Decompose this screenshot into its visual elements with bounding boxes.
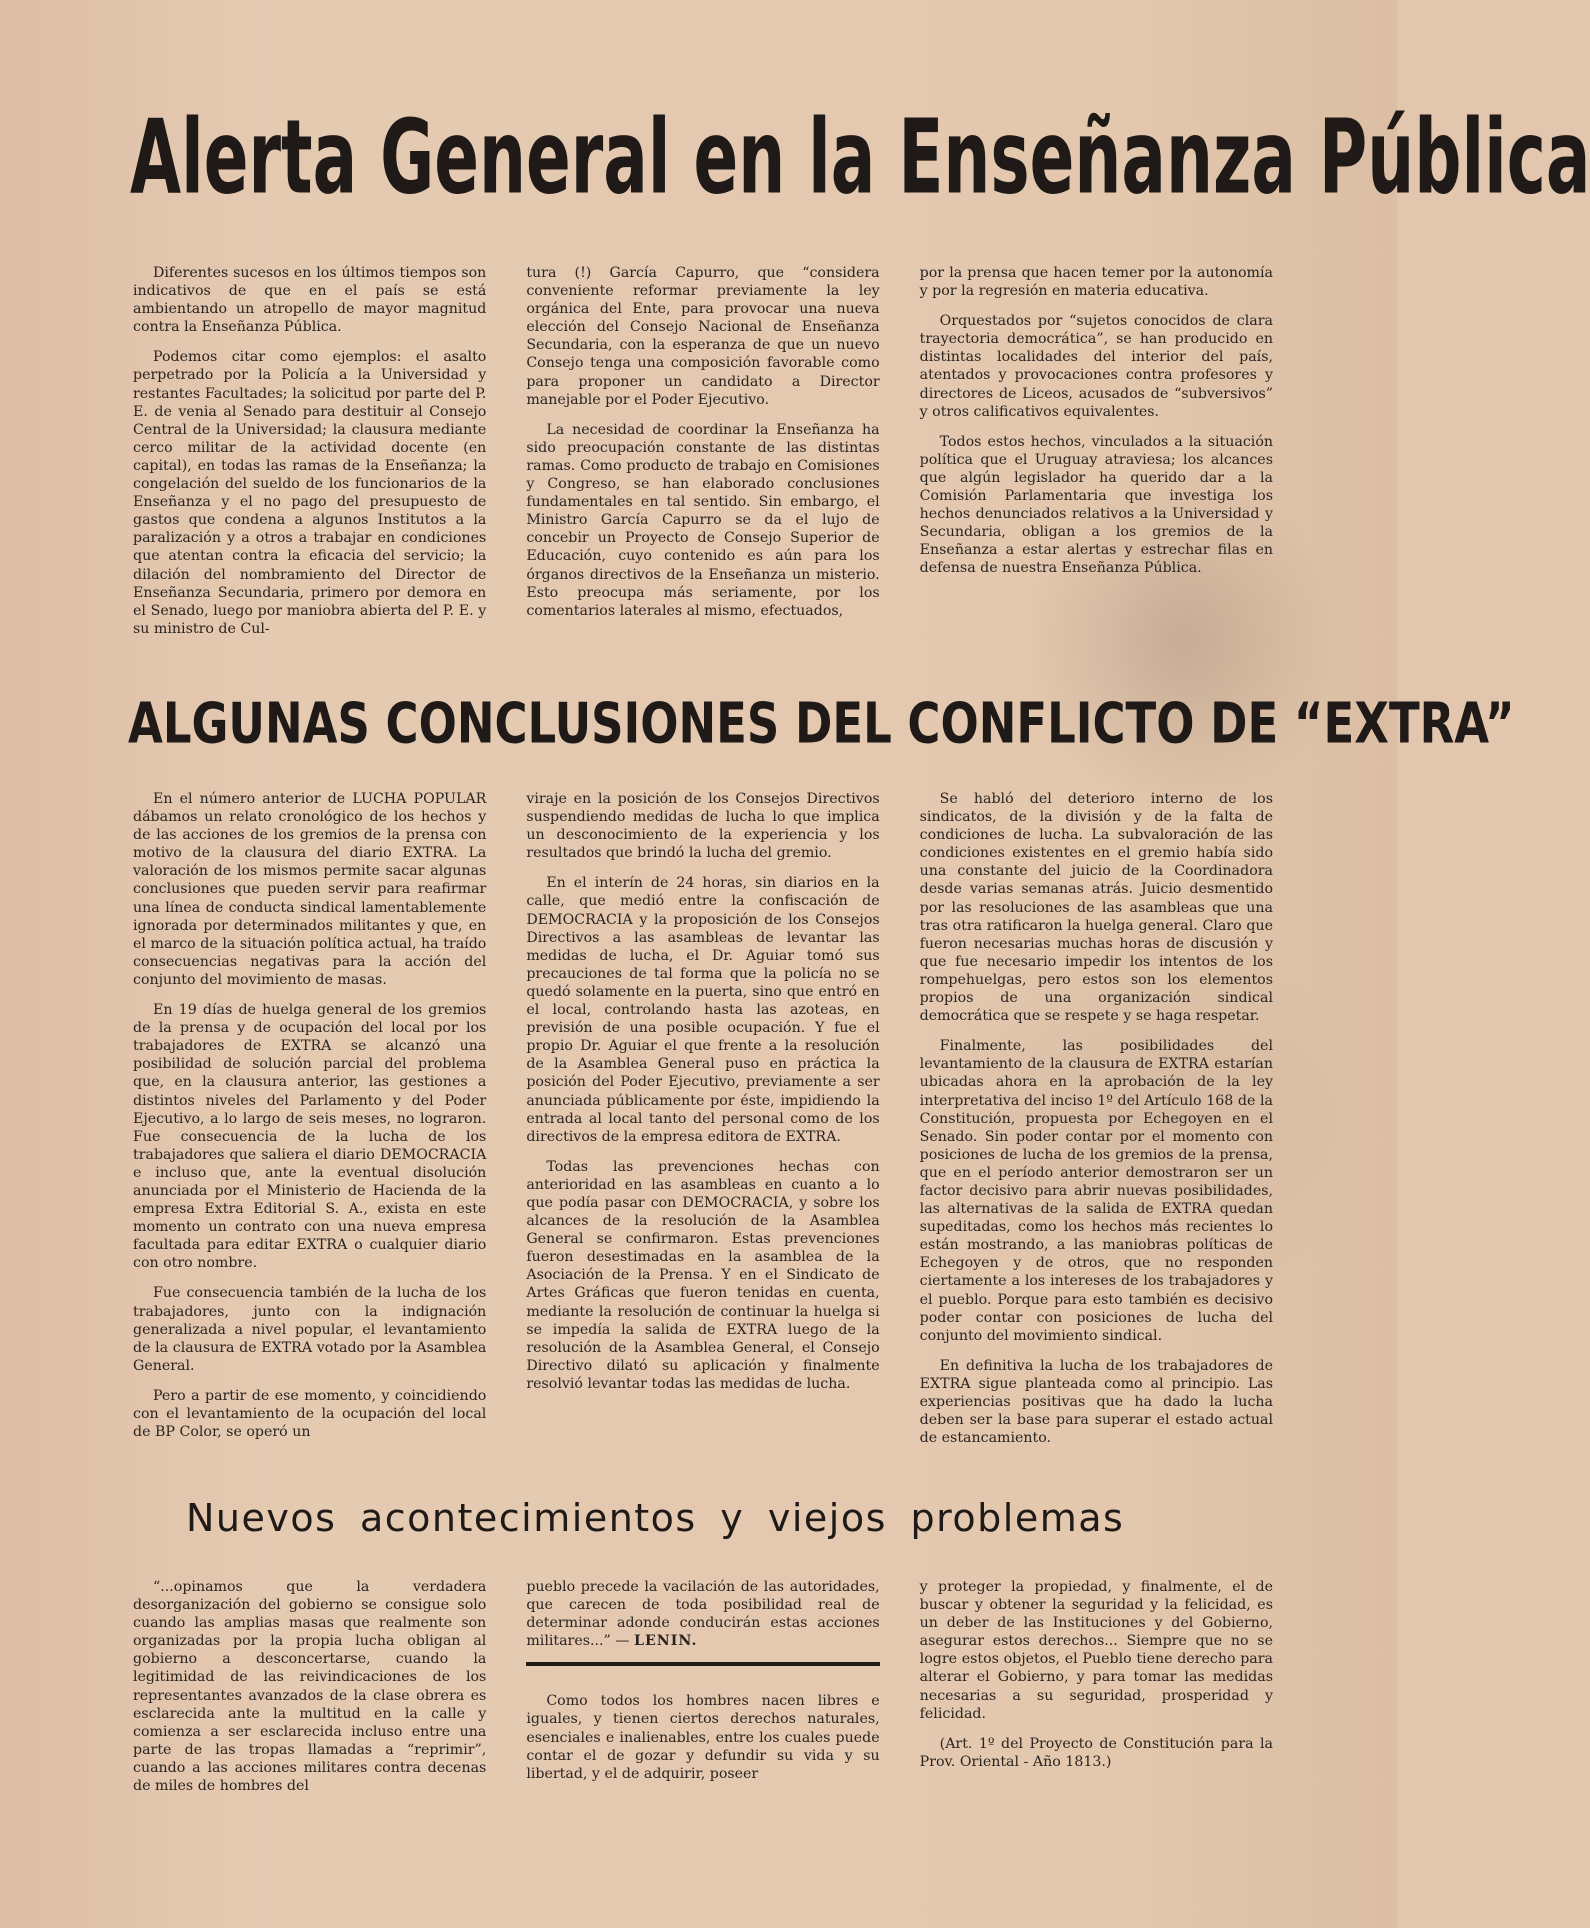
article-column — [526, 264, 879, 650]
constitution-article-continued: y proteger la propiedad, y finalmente, el de buscar y obtener la seguridad y la felicidad, es un deber de las Instituciones y del Gobierno, asegurar estos derechos... Siempre que no se logre estos objetos, el Pueblo tiene derecho para alterar el Gobierno, y para tomar las medidas necesarias a su seguridad, prosperidad y felicidad. — [919, 1579, 1273, 1722]
headline-conflicto-extra: ALGUNAS CONCLUSIONES DEL CONFLICTO DE “EXTRA” — [128, 690, 1515, 757]
article-column — [133, 264, 486, 650]
paragraph: Todos estos hechos, vinculados a la situación política que el Uruguay atraviesa; los alcances que algún legislador ha querido dar a la Comisión Parlamentaria que investiga los hechos denunciados relativos a la Universidad y Secundaria, obligan a los gremios de la Enseñanza a estar alertas y estrechar filas en defensa de nuestra Enseñanza Pública. — [919, 433, 1273, 577]
article-source: (Art. 1º del Proyecto de Constitución para la Prov. Oriental - Año 1813.) — [919, 1735, 1273, 1770]
paragraph: viraje en la posición de los Consejos Directivos suspendiendo medidas de lucha lo que implica un desconocimiento de la experiencia y los resultados que brindó la lucha del gremio. — [526, 791, 880, 862]
headline-alerta-general: Alerta General en la Enseñanza Pública — [130, 98, 1590, 218]
quote-author: LENIN. — [634, 1633, 698, 1650]
lenin-quote-text: pueblo precede la vacilación de las autoridades, que carecen de toda posibilidad real de determinar adonde conducirán estas acciones militares...” — — [526, 1579, 880, 1650]
paragraph: La necesidad de coordinar la Enseñanza ha sido preocupación constante de las distintas ramas. Como producto de trabajo en Comisiones y Congreso, se han elaborado conclusiones fundamentales en tal sentido. Sin embargo, el Ministro García Capurro se da el lujo de concebir un Proyecto de Consejo Superior de Educación, cuyo contenido es aún para los órganos directivos de la Enseñanza un misterio. Esto preocupa más seriamente, por los comentarios laterales al mismo, efectuados, — [526, 421, 880, 619]
article-alerta-general — [133, 264, 1273, 637]
divider — [526, 1662, 879, 1666]
paragraph: Pero a partir de ese momento, y coincidiendo con el levantamiento de la ocupación del local de BP Color, se operó un — [133, 1387, 487, 1441]
article-nuevos-acontecimientos — [133, 1578, 1273, 1795]
paragraph: por la prensa que hacen temer por la autonomía y por la regresión en materia educativa. — [919, 265, 1273, 300]
article-column — [133, 790, 486, 1459]
paragraph: En definitiva la lucha de los trabajadores de EXTRA sigue planteada como al principio. Las experiencias positivas que ha dado la lucha deben ser la base para superar el estado actual de estancamiento. — [919, 1357, 1273, 1447]
article-conflicto-extra — [133, 790, 1273, 1450]
paragraph: Diferentes sucesos en los últimos tiempos son indicativos de que en el país se está ambientando un atropello de mayor magnitud contra la Enseñanza Pública. — [133, 265, 487, 336]
lenin-quote: “...opinamos que la verdadera desorganización del gobierno se consigue solo cuando las amplias masas que realmente son organizadas por la propia lucha obligan al gobierno a desconcertarse, cuando la legitimidad de las reivindicaciones de los representantes avanzados de la clase obrera es esclarecida ante la multitud en la calle y comienza a ser esclarecida incluso entre una parte de las tropas llamadas a “reprimir”, cuando a las acciones militares contra decenas de miles de hombres del — [133, 1579, 487, 1795]
lenin-quote-continued — [526, 1578, 879, 1650]
paragraph: Podemos citar como ejemplos: el asalto perpetrado por la Policía a la Universidad y restantes Facultades; la solicitud por parte del P. E. de venia al Senado para destituir al Consejo Central de la Universidad; la clausura mediante cerco militar de la actividad docente (en capital), en todas las ramas de la Enseñanza; la congelación del sueldo de los funcionarios de la Enseñanza y el no pago del presupuesto de gastos que condena a algunos Institutos a la paralización y a otros a trabajar en condiciones que atentan contra la eficacia del servicio; la dilación del nombramiento del Director de Enseñanza Secundaria, primero por demora en el Senado, luego por maniobra abierta del P. E. y su ministro de Cul- — [133, 349, 487, 637]
article-column — [526, 1578, 879, 1807]
article-column — [526, 790, 879, 1459]
article-column — [133, 1578, 486, 1807]
article-column — [920, 790, 1273, 1459]
paragraph: tura (!) García Capurro, que “considera conveniente reformar previamente la ley orgánica del Ente, para provocar una nueva elección del Consejo Nacional de Enseñanza Secundaria, con la esperanza de que un nuevo Consejo tenga una composición favorable como para proponer un candidato a Director manejable por el Poder Ejecutivo. — [526, 265, 880, 408]
paragraph: Orquestados por “sujetos conocidos de clara trayectoria democrática”, se han producido en distintas localidades del interior del país, atentados y provocaciones contra profesores y directores de Liceos, acusados de “subversivos” y otros calificativos equivalentes. — [919, 313, 1273, 420]
paragraph: Se habló del deterioro interno de los sindicatos, de la división y de la falta de condiciones de lucha. La subvaloración de las condiciones existentes en el gremio había sido una constante del juicio de la Coordinadora desde varias semanas atrás. Juicio desmentido por las resoluciones de las asambleas que una tras otra ratificaron la huelga general. Claro que fueron necesarias muchas horas de discusión y que fue necesario impedir los intentos de los rompehuelgas, pero estos son los elementos propios de una organización sindical democrática que se respete y se haga respetar. — [919, 791, 1273, 1025]
article-column — [920, 1578, 1273, 1807]
constitution-article: Como todos los hombres nacen libres e iguales, y tienen ciertos derechos naturales, esenciales e inalienables, entre los cuales puede contar el de gozar y defundir su vida y su libertad, y el de adquirir, poseer — [526, 1693, 880, 1782]
paragraph: Fue consecuencia también de la lucha de los trabajadores, junto con la indignación generalizada a nivel popular, el levantamiento de la clausura de EXTRA votado por la Asamblea General. — [133, 1285, 487, 1374]
article-column — [920, 264, 1273, 650]
paragraph: En el número anterior de LUCHA POPULAR dábamos un relato cronológico de los hechos y de las acciones de los gremios de la prensa con motivo de la clausura del diario EXTRA. La valoración de los mismos permite sacar algunas conclusiones que pueden servir para reafirmar una línea de conducta sindical lamentablemente ignorada por determinados militantes y que, en el marco de la situación política actual, ha traído consecuencias negativas para la acción del conjunto del movimiento de masas. — [133, 791, 487, 988]
paragraph: En el interín de 24 horas, sin diarios en la calle, que medió entre la confiscación de DEMOCRACIA y la proposición de los Consejos Directivos a las asambleas de levantar las medidas de lucha, el Dr. Aguiar tomó sus precauciones de tal forma que la policía no se quedó solamente en la puerta, sino que entró en el local, controlando hasta las azoteas, en previsión de una posible ocupación. Y fue el propio Dr. Aguiar el que frente a la resolución de la Asamblea General puso en práctica la posición del Poder Ejecutivo, previamente a ser anunciada públicamente por éste, impidiendo la entrada al local tanto del personal como de los directivos de la empresa editora de EXTRA. — [526, 875, 880, 1145]
paragraph: Finalmente, las posibilidades del levantamiento de la clausura de EXTRA estarían ubicadas ahora en la aprobación de la ley interpretativa del inciso 1º del Artículo 168 de la Constitución, propuesta por Echegoyen en el Senado. Sin poder contar por el momento con posiciones de lucha de los gremios de la prensa, que en el período anterior demostraron ser un factor decisivo para abrir nuevas posibilidades, las alternativas de la salida de EXTRA quedan supeditadas, como los hechos más recientes lo están mostrando, a las maniobras políticas de Echegoyen y de otros, que no responden ciertamente a los intereses de los trabajadores y el pueblo. Porque para esto también es decisivo poder contar con posiciones de lucha del conjunto del movimiento sindical. — [919, 1038, 1273, 1344]
paragraph: Todas las prevenciones hechas con anterioridad en las asambleas en cuanto a lo que podía pasar con DEMOCRACIA, y sobre los alcances de la resolución de la Asamblea General se confirmaron. Estas prevenciones fueron desestimadas en la asamblea de la Asociación de la Prensa. Y en el Sindicato de Artes Gráficas que fueron tenidas en cuenta, mediante la resolución de continuar la huelga si se impedía la salida de EXTRA luego de la resolución de la Asamblea General, el Consejo Directivo dilató su aplicación y finalmente resolvió levantar todas las medidas de lucha. — [526, 1158, 880, 1392]
paragraph: En 19 días de huelga general de los gremios de la prensa y de ocupación del local por los trabajadores de EXTRA se alcanzó una posibilidad de solución parcial del problema que, en la clausura anterior, las gestiones a distintos niveles del Parlamento y del Poder Ejecutivo, a lo largo de seis meses, no lograron. Fue consecuencia de la lucha de los trabajadores que saliera el diario DEMOCRACIA e incluso que, ante la eventual disolución anunciada por el Ministerio de Hacienda de la empresa Extra Editorial S. A., exista en este momento un contrato con una nueva empresa facultada para editar EXTRA o cualquier diario con otro nombre. — [133, 1002, 487, 1272]
headline-nuevos-acontecimientos: Nuevos acontecimientos y viejos problemas — [186, 1496, 1125, 1540]
